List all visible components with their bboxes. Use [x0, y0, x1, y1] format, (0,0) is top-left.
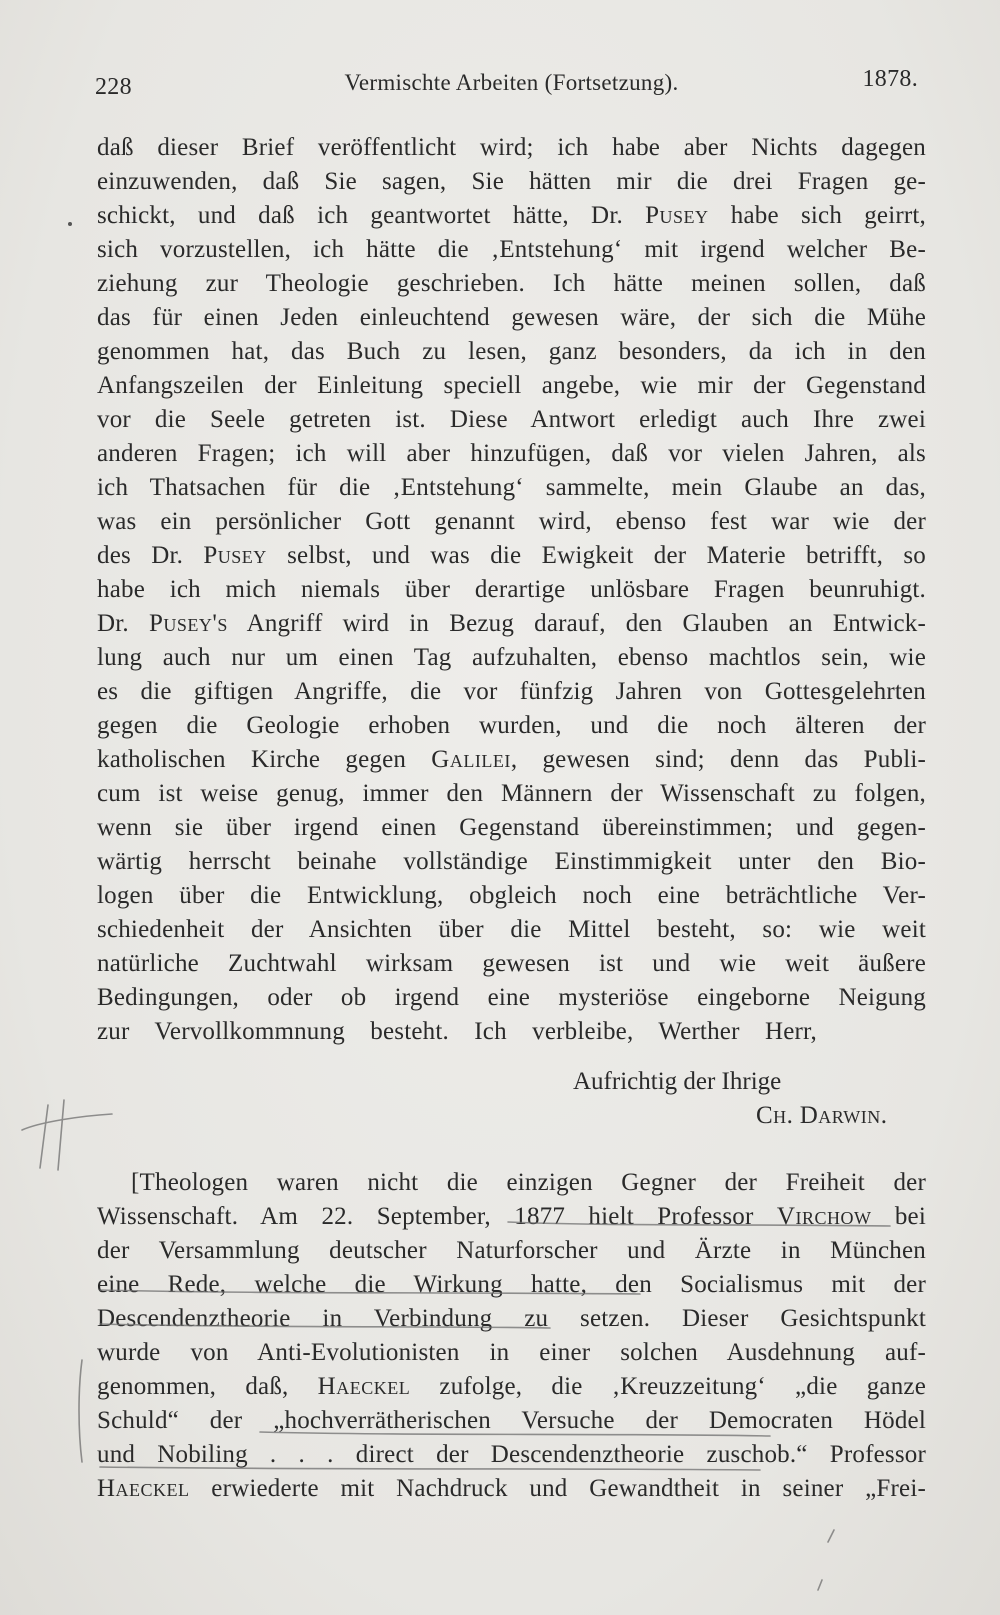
text-line: gegen die Geologie erhoben wurden, und die noch älteren der — [97, 712, 926, 739]
text-line: sich vorzustellen, ich hätte die ‚Entstehung‘ mit irgend welcher Be- — [97, 236, 926, 263]
text-line: genommen hat, das Buch zu lesen, ganz besonders, da ich in den — [97, 338, 926, 365]
text-line: habe ich mich niemals über derartige unlösbare Fragen beunruhigt. — [97, 576, 926, 603]
paragraph-letter — [97, 131, 926, 1049]
page-header — [95, 66, 918, 100]
text-line: [Theologen waren nicht die einzigen Gegner der Freiheit der — [131, 1169, 926, 1196]
text-line: cum ist weise genug, immer den Männern der Wissenschaft zu folgen, — [97, 780, 926, 807]
text-line: zur Vervollkommnung besteht. Ich verbleibe, Werther Herr, — [97, 1018, 817, 1045]
header-year: 1878. — [862, 66, 918, 92]
running-title: Vermischte Arbeiten (Fortsetzung). — [344, 70, 679, 95]
text-line: wenn sie über irgend einen Gegenstand übereinstimmen; und gegen- — [97, 814, 926, 841]
text-line: lung auch nur um einen Tag aufzuhalten, ebenso machtlos sein, wie — [97, 644, 926, 671]
text-line: wurde von Anti-Evolutionisten in einer solchen Ausdehnung auf- — [97, 1339, 926, 1366]
closing-salutation: Aufrichtig der Ihrige — [573, 1068, 782, 1095]
text-line: es die giftigen Angriffe, die vor fünfzig Jahren von Gottesgelehrten — [97, 678, 926, 705]
text-line: daß dieser Brief veröffentlicht wird; ich habe aber Nichts dagegen — [97, 134, 926, 161]
text-line: schickt, und daß ich geantwortet hätte, Dr. Pusey habe sich geirrt, — [97, 202, 927, 229]
text-line: katholischen Kirche gegen Galilei, gewesen sind; denn das Publi- — [97, 746, 927, 773]
text-line: Haeckel erwiederte mit Nachdruck und Gewandtheit in seiner „Frei- — [97, 1475, 926, 1502]
stray-mark — [68, 222, 72, 226]
text-line: der Versammlung deutscher Naturforscher und Ärzte in München — [97, 1237, 926, 1264]
text-line: logen über die Entwicklung, obgleich noch eine beträchtliche Ver- — [97, 882, 926, 909]
text-line: Bedingungen, oder ob irgend eine mysteriöse eingeborne Neigung — [97, 984, 926, 1011]
text-line: ziehung zur Theologie geschrieben. Ich hätte meinen sollen, daß — [97, 270, 926, 297]
text-line: das für einen Jeden einleuchtend gewesen wäre, der sich die Mühe — [97, 304, 926, 331]
text-line: Schuld“ der „hochverrätherischen Versuche der Democraten Hödel — [97, 1407, 926, 1434]
text-line: anderen Fragen; ich will aber hinzufügen, daß vor vielen Jahren, als — [97, 440, 926, 467]
page-number: 228 — [95, 74, 132, 100]
text-line: natürliche Zuchtwahl wirksam gewesen ist und wie weit äußere — [97, 950, 926, 977]
text-line: Descendenztheorie in Verbindung zu setzen. Dieser Gesichtspunkt — [97, 1305, 926, 1332]
signature — [756, 1099, 888, 1133]
text-line: was ein persönlicher Gott genannt wird, ebenso fest war wie der — [97, 508, 926, 535]
text-line: einzuwenden, daß Sie sagen, Sie hätten mir die drei Fragen ge- — [97, 168, 926, 195]
text-line: des Dr. Pusey selbst, und was die Ewigkeit der Materie betrifft, so — [97, 542, 926, 569]
text-line: wärtig herrscht beinahe vollständige Einstimmigkeit unter den Bio- — [97, 848, 926, 875]
text-line: Wissenschaft. Am 22. September, 1877 hielt Professor Virchow bei — [97, 1203, 926, 1230]
text-line: Anfangszeilen der Einleitung speciell angebe, wie mir der Gegenstand — [97, 372, 926, 399]
text-line: Dr. Pusey's Angriff wird in Bezug darauf, den Glauben an Entwick- — [97, 610, 926, 637]
text-line: eine Rede, welche die Wirkung hatte, den Socialismus mit der — [97, 1271, 926, 1298]
text-line: ich Thatsachen für die ‚Entstehung‘ sammelte, mein Glaube an das, — [97, 474, 926, 501]
text-line: genommen, daß, Haeckel zufolge, die ‚Kreuzzeitung‘ „die ganze — [97, 1373, 926, 1400]
paragraph-commentary — [97, 1166, 926, 1506]
text-line: und Nobiling . . . direct der Descendenztheorie zuschob.“ Professor — [97, 1441, 926, 1468]
signature-name: Darwin. — [799, 1102, 888, 1129]
text-line: schiedenheit der Ansichten über die Mittel besteht, so: wie weit — [97, 916, 926, 943]
text-line: vor die Seele getreten ist. Diese Antwort erledigt auch Ihre zwei — [97, 406, 926, 433]
signature-prefix: Ch. — [756, 1102, 794, 1129]
